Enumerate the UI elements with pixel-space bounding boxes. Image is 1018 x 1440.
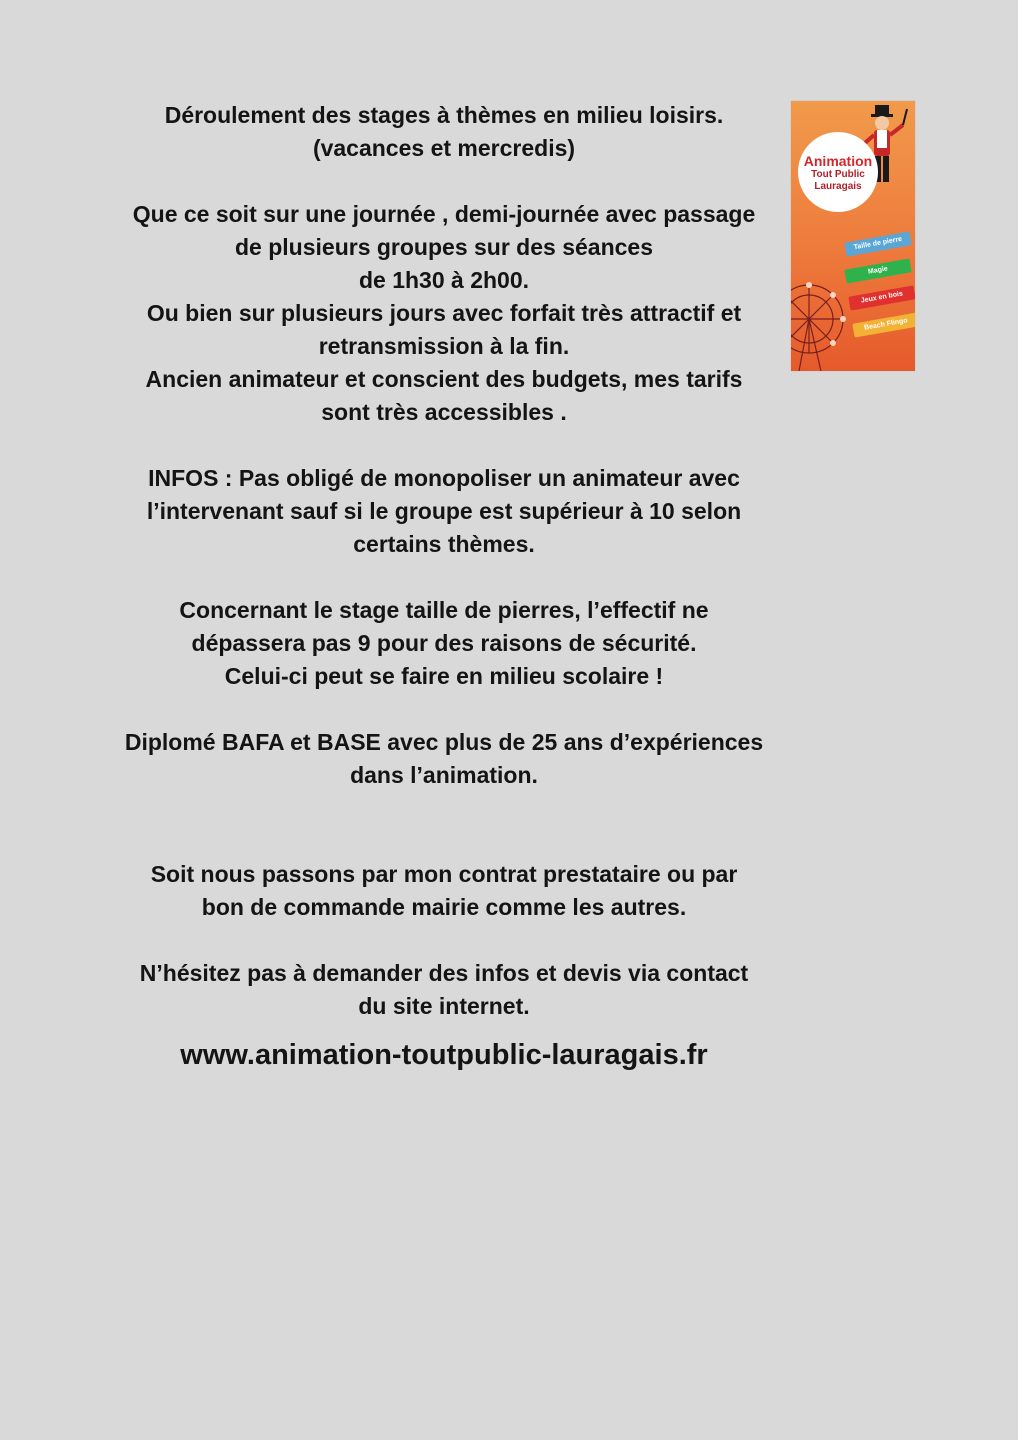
badge-subtitle: Tout Public: [811, 169, 865, 180]
document-body: [90, 99, 798, 1073]
contact-line: du site internet.: [358, 993, 530, 1019]
contract-paragraph: [90, 858, 798, 924]
logo-badge: [798, 132, 878, 212]
badge-subtitle: Lauragais: [814, 181, 862, 192]
contract-line: Soit nous passons par mon contrat prestataire ou par: [150, 861, 738, 887]
intro-line: Ou bien sur plusieurs jours avec forfait très attractif et: [146, 300, 742, 326]
intro-line: retransmission à la fin.: [318, 333, 570, 359]
infos-paragraph: [90, 462, 798, 561]
contact-line: N’hésitez pas à demander des infos et devis via contact: [139, 960, 749, 986]
flyer-image: [791, 101, 915, 371]
diploma-line: Diplomé BAFA et BASE avec plus de 25 ans d’expériences: [124, 729, 764, 755]
tag-taille-de-pierre: Taille de pierre: [844, 231, 911, 256]
ferris-wheel-icon: [791, 285, 843, 371]
title-paragraph: [90, 99, 798, 165]
diploma-paragraph: [90, 726, 798, 792]
stone-line: dépassera pas 9 pour des raisons de sécurité.: [191, 630, 697, 656]
stone-line: Concernant le stage taille de pierres, l’effectif ne: [179, 597, 709, 623]
contact-paragraph: [90, 957, 798, 1023]
intro-line: Ancien animateur et conscient des budgets, mes tarifs: [145, 366, 743, 392]
infos-line: INFOS : Pas obligé de monopoliser un animateur avec: [148, 465, 740, 491]
intro-line: sont très accessibles .: [321, 399, 567, 425]
badge-title: Animation: [803, 153, 873, 169]
tag-beach-flingo: Beach Flingo: [852, 312, 915, 337]
infos-line: certains thèmes.: [353, 531, 535, 557]
intro-line: Que ce soit sur une journée , demi-journée avec passage: [132, 201, 756, 227]
title-line: Déroulement des stages à thèmes en milieu loisirs.: [164, 102, 724, 128]
intro-line: de 1h30 à 2h00.: [358, 267, 530, 293]
tag-jeux-en-bois: Jeux en bois: [848, 285, 915, 310]
contract-line: bon de commande mairie comme les autres.: [201, 894, 687, 920]
stone-paragraph: [90, 594, 798, 693]
website-url[interactable]: www.animation-toutpublic-lauragais.fr: [180, 1039, 708, 1071]
intro-line: de plusieurs groupes sur des séances: [235, 234, 653, 260]
infos-line: l’intervenant sauf si le groupe est supérieur à 10 selon: [146, 498, 742, 524]
stone-line: Celui-ci peut se faire en milieu scolaire !: [224, 663, 664, 689]
title-line: (vacances et mercredis): [312, 135, 576, 161]
tag-magie: Magie: [844, 258, 911, 283]
intro-paragraph: [90, 198, 798, 429]
diploma-line: dans l’animation.: [350, 762, 538, 788]
